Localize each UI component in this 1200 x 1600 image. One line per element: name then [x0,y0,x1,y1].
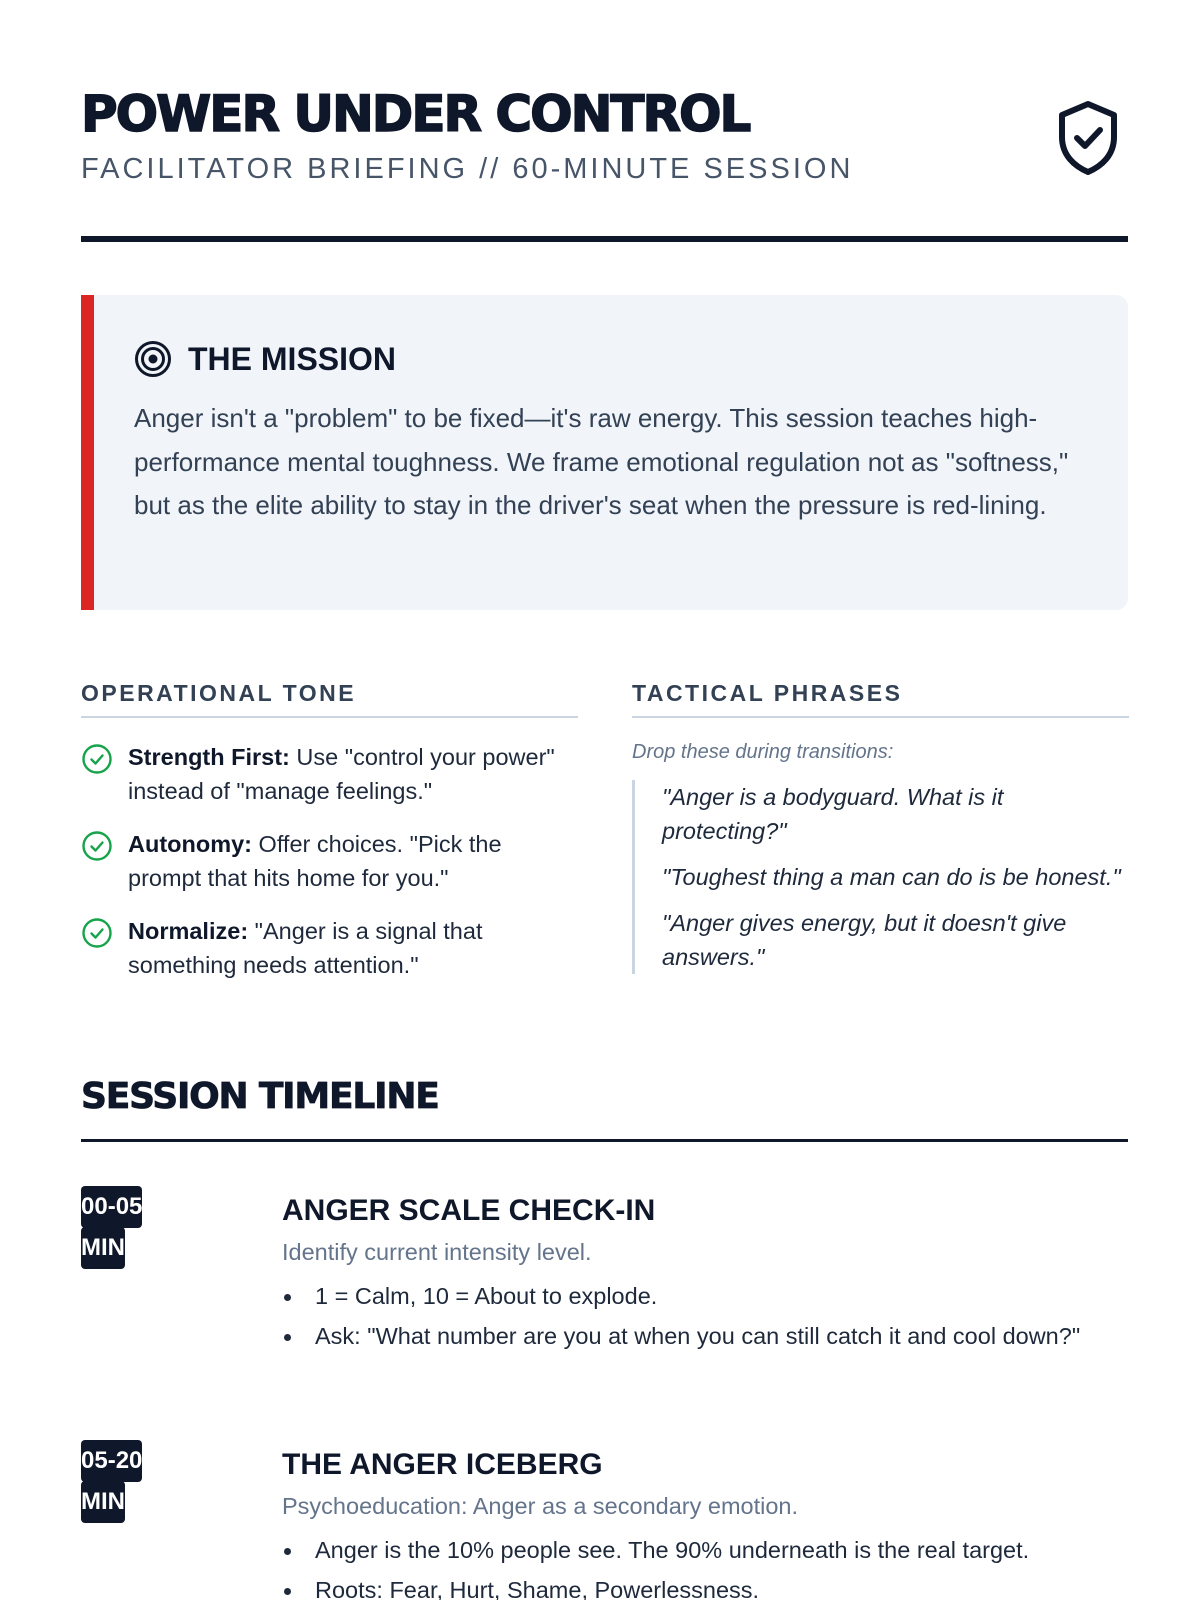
tone-item [81,827,578,895]
tactical-phrases-section [632,678,1129,986]
bullet-item: Anger is the 10% people see. The 90% underneath is the real target. [282,1533,1128,1567]
tone-item-label: Strength First: [128,744,290,770]
timeline-item-description: Identify current intensity level. [282,1239,592,1265]
header-divider [81,236,1128,242]
tone-item-text: Use "control your power" instead of "manage feelings." [128,744,555,804]
timeline-divider [81,1139,1128,1142]
tone-item-label: Normalize: [128,918,249,944]
timeline-item-content [282,1440,1128,1600]
check-circle-icon [81,743,113,775]
tone-item-text: "Anger is a signal that something needs attention." [128,918,483,978]
tone-item-text: Offer choices. "Pick the prompt that hits home for you." [128,831,502,891]
bullet-item: Roots: Fear, Hurt, Shame, Powerlessness. [282,1573,1128,1600]
shield-check-icon [1056,100,1120,176]
mission-title: THE MISSION [188,340,397,377]
timeline-item-content [282,1186,1128,1359]
page-title: POWER UNDER CONTROL [81,85,750,143]
timeline-item-description: Psychoeducation: Anger as a secondary emotion. [282,1493,799,1519]
check-circle-icon [81,830,113,862]
time-badge-label: 05-20 MIN [81,1440,142,1523]
timeline-item-bullets [282,1533,1128,1600]
time-badge-label: 00-05 MIN [81,1186,142,1269]
tone-list [81,740,578,982]
bullet-item: Ask: "What number are you at when you can still catch it and cool down?" [282,1319,1128,1353]
phrase-quote: "Toughest thing a man can do is be honest." [662,864,1121,890]
time-badge [81,1440,174,1522]
operational-tone-section [81,678,578,1001]
tone-item [81,740,578,808]
header [81,85,1128,248]
tone-item [81,914,578,982]
phrase-quote: "Anger gives energy, but it doesn't give answers." [662,910,1067,970]
operational-tone-heading: OPERATIONAL TONE [81,678,578,718]
timeline-item-bullets [282,1279,1128,1353]
time-badge [81,1186,174,1268]
timeline-heading: SESSION TIMELINE [81,1076,439,1117]
mission-callout [81,295,1128,610]
timeline-item-title: THE ANGER ICEBERG [282,1448,603,1481]
timeline-item-title: ANGER SCALE CHECK-IN [282,1194,656,1227]
page-subtitle: FACILITATOR BRIEFING // 60-MINUTE SESSION [81,153,854,185]
target-icon [134,340,172,378]
mission-body: Anger isn't a "problem" to be fixed—it's raw energy. This session teaches high-performance mental toughness. We frame emotional regulation not as "softness," but as the elite ability to stay in the driver's seat when the pressure is red-lining. [134,403,1069,520]
tone-item-label: Autonomy: [128,831,253,857]
mission-heading-row [134,339,396,379]
phrases-quote-block [632,780,1129,974]
phrases-note: Drop these during transitions: [632,741,894,763]
bullet-item: 1 = Calm, 10 = About to explode. [282,1279,1128,1313]
phrase-quote: "Anger is a bodyguard. What is it protecting?" [662,784,1004,844]
tactical-phrases-heading: TACTICAL PHRASES [632,678,1129,718]
check-circle-icon [81,917,113,949]
